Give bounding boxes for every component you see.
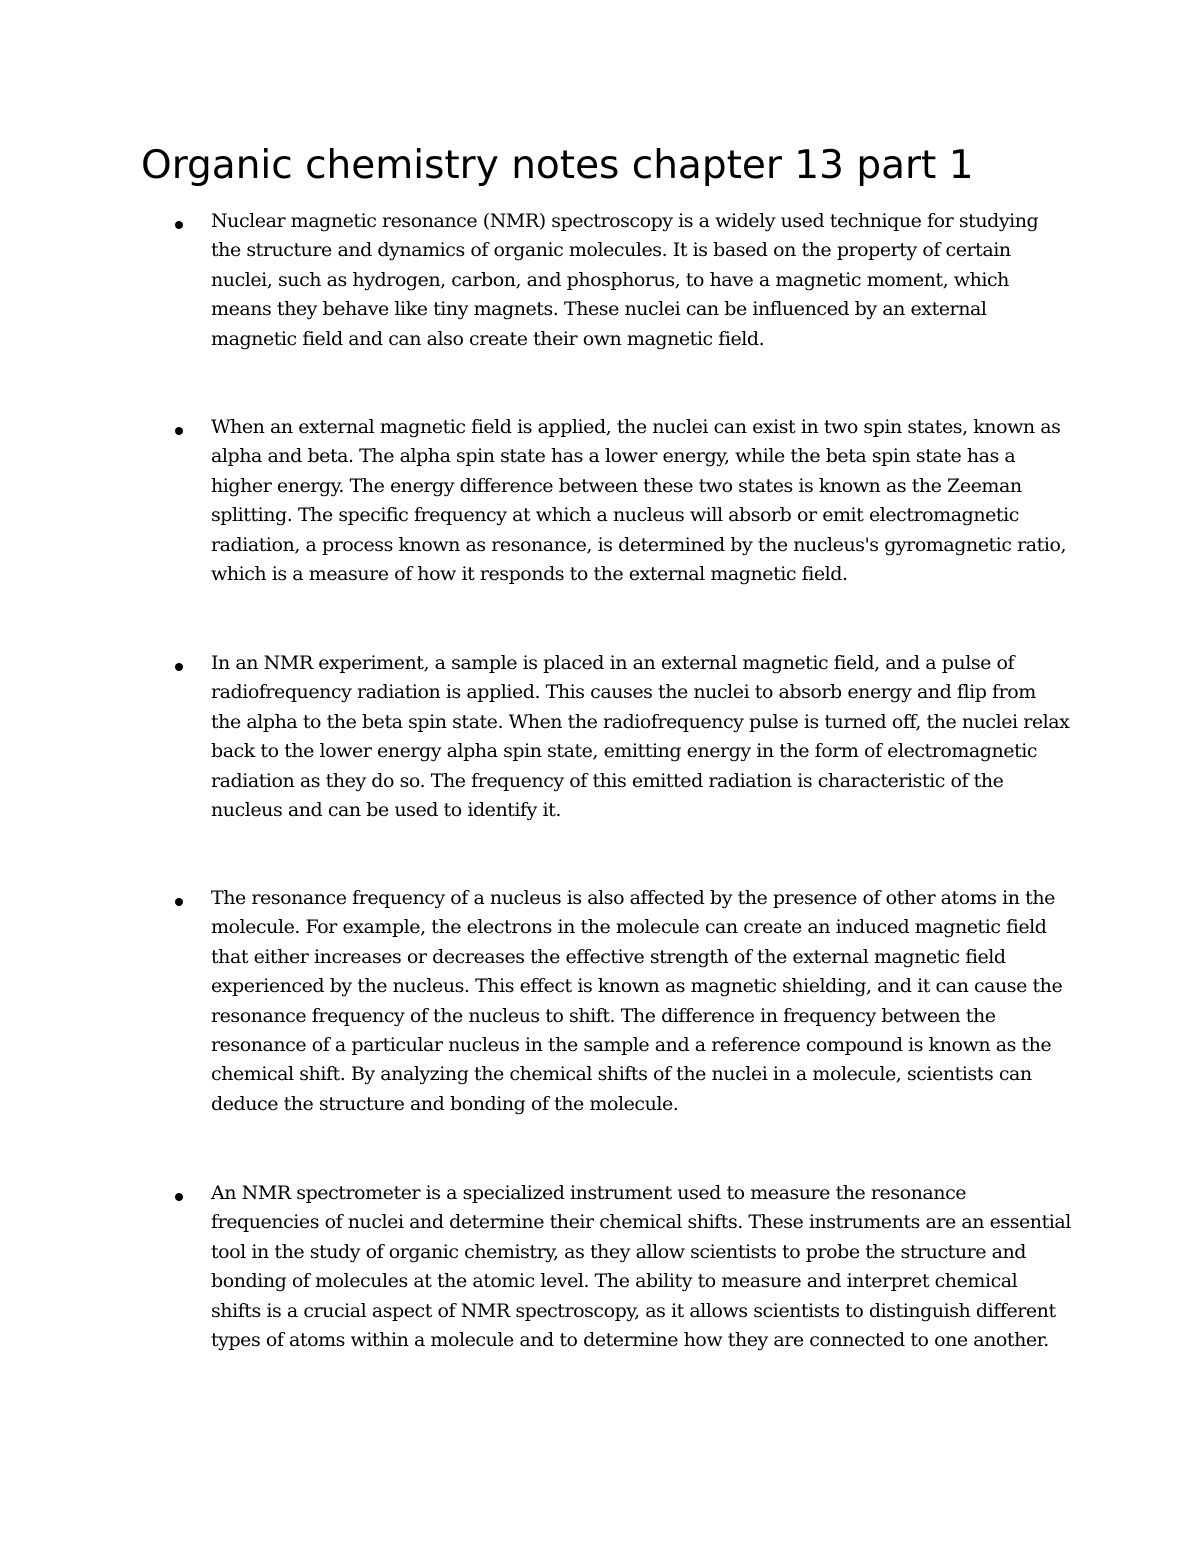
bullet-icon [175,221,183,229]
document-title: Organic chemistry notes chapter 13 part 1 [141,143,974,188]
bullet-text: The resonance frequency of a nucleus is also affected by the presence of other atoms in the molecule. For example, the electrons in the molecule can create an induced magnetic field that either increases or decreases the effective strength of the external magnetic field experienced by the nucleus. This effect is known as magnetic shielding, and it can cause the resonance frequency of the nucleus to shift. The difference in frequency between the resonance of a particular nucleus in the sample and a reference compound is known as the chemical shift. By analyzing the chemical shifts of the nuclei in a molecule, scientists can deduce the structure and bonding of the molecule. [211,887,1063,1115]
bullet-text: When an external magnetic field is applied, the nuclei can exist in two spin states, known as alpha and beta. The alpha spin state has a lower energy, while the beta spin state has a higher energy. The energy difference between these two states is known as the Zeeman splitting. The specific frequency at which a nucleus will absorb or emit electromagnetic radiation, a process known as resonance, is determined by the nucleus's gyromagnetic ratio, which is a measure of how it responds to the external magnetic field. [211,416,1067,586]
bullet-text: An NMR spectrometer is a specialized instrument used to measure the resonance frequencies of nuclei and determine their chemical shifts. These instruments are an essential tool in the study of organic chemistry, as they allow scientists to probe the structure and bonding of molecules at the atomic level. The ability to measure and interpret chemical shifts is a crucial aspect of NMR spectroscopy, as it allows scientists to distinguish different types of atoms within a molecule and to determine how they are connected to one another. [211,1182,1071,1352]
bullet-text: Nuclear magnetic resonance (NMR) spectroscopy is a widely used technique for studying the structure and dynamics of organic molecules. It is based on the property of certain nuclei, such as hydrogen, carbon, and phosphorus, to have a magnetic moment, which means they behave like tiny magnets. These nuclei can be influenced by an external magnetic field and can also create their own magnetic field. [211,210,1039,350]
bullet-icon [175,427,183,435]
bullet-text: In an NMR experiment, a sample is placed in an external magnetic field, and a pulse of radiofrequency radiation is applied. This causes the nuclei to absorb energy and flip from the alpha to the beta spin state. When the radiofrequency pulse is turned off, the nuclei relax back to the lower energy alpha spin state, emitting energy in the form of electromagnetic radiation as they do so. The frequency of this emitted radiation is characteristic of the nucleus and can be used to identify it. [211,652,1070,822]
bullet-icon [175,1193,183,1201]
bullet-icon [175,663,183,671]
bullet-icon [175,898,183,906]
